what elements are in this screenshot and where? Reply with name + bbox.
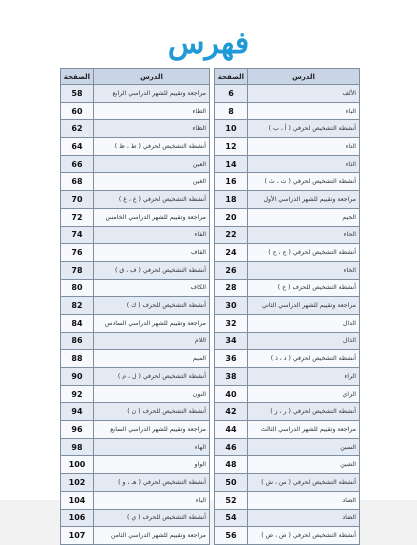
page-number-cell: 102 bbox=[61, 474, 94, 492]
page-number-cell: 6 bbox=[215, 85, 248, 103]
lesson-cell: أنشطة التشخيص للحرف ( ك ) bbox=[94, 297, 210, 315]
table-row bbox=[215, 491, 360, 509]
page-number-cell: 96 bbox=[61, 421, 94, 439]
lesson-cell: مراجعة وتقييم للشهر الدراسي الرابع bbox=[94, 85, 210, 103]
table-row bbox=[215, 191, 360, 209]
lesson-cell: مراجعة وتقييم للشهر الدراسي الثامن bbox=[94, 527, 210, 545]
table-row bbox=[215, 138, 360, 156]
table-row bbox=[61, 138, 210, 156]
lesson-cell: الصاد bbox=[248, 491, 360, 509]
lesson-cell: مراجعة وتقييم للشهر الدراسي الأول bbox=[248, 191, 360, 209]
table-row bbox=[61, 102, 210, 120]
table-row bbox=[215, 314, 360, 332]
page-number-cell: 32 bbox=[215, 314, 248, 332]
page-number-cell: 78 bbox=[61, 261, 94, 279]
table-row bbox=[61, 474, 210, 492]
page-number-cell: 80 bbox=[61, 279, 94, 297]
table-row bbox=[61, 368, 210, 386]
table-row bbox=[215, 456, 360, 474]
lesson-cell: مراجعة وتقييم للشهر الدراسي الثاني bbox=[248, 297, 360, 315]
table-row bbox=[61, 120, 210, 138]
lesson-cell: مراجعة وتقييم للشهر الدراسي السابع bbox=[94, 421, 210, 439]
page-number-cell: 98 bbox=[61, 438, 94, 456]
lesson-cell: الفاء bbox=[94, 226, 210, 244]
page-number-cell: 38 bbox=[215, 368, 248, 386]
lesson-cell: الظاء bbox=[94, 120, 210, 138]
table-header-row bbox=[215, 69, 360, 85]
table-row bbox=[215, 421, 360, 439]
table-row bbox=[61, 421, 210, 439]
table-row bbox=[215, 208, 360, 226]
table-row bbox=[215, 438, 360, 456]
lesson-cell: النون bbox=[94, 385, 210, 403]
table-row bbox=[61, 385, 210, 403]
page-number-cell: 8 bbox=[215, 102, 248, 120]
page-number-cell: 20 bbox=[215, 208, 248, 226]
table-row bbox=[215, 244, 360, 262]
table-row bbox=[61, 314, 210, 332]
page-number-cell: 66 bbox=[61, 155, 94, 173]
page-number-cell: 10 bbox=[215, 120, 248, 138]
page-number-cell: 56 bbox=[215, 527, 248, 545]
table-row bbox=[61, 438, 210, 456]
table-row bbox=[61, 527, 210, 545]
page-number-cell: 106 bbox=[61, 509, 94, 527]
lesson-cell: أنشطة التشخيص لحرفي ( ج ، ح ) bbox=[248, 244, 360, 262]
lesson-cell: مراجعة وتقييم للشهر الدراسي الخامس bbox=[94, 208, 210, 226]
lesson-cell: الدال bbox=[248, 314, 360, 332]
index-table-left bbox=[60, 68, 210, 545]
table-body-left bbox=[61, 85, 210, 545]
lesson-cell: الجيم bbox=[248, 208, 360, 226]
page-number-cell: 74 bbox=[61, 226, 94, 244]
page-number-cell: 58 bbox=[61, 85, 94, 103]
lesson-cell: السين bbox=[248, 438, 360, 456]
page-number-cell: 104 bbox=[61, 491, 94, 509]
page-title: فهرس bbox=[167, 26, 250, 61]
table-row bbox=[215, 155, 360, 173]
page-number-cell: 48 bbox=[215, 456, 248, 474]
lesson-cell: الراء bbox=[248, 368, 360, 386]
table-row bbox=[215, 297, 360, 315]
table-row bbox=[61, 191, 210, 209]
lesson-cell: الذال bbox=[248, 332, 360, 350]
page-number-cell: 107 bbox=[61, 527, 94, 545]
page-number-cell: 44 bbox=[215, 421, 248, 439]
column-header-page: الصفحة bbox=[215, 69, 248, 85]
index-table-right bbox=[214, 68, 360, 545]
lesson-cell: أنشطة التشخيص لحرفي ( ط ، ظ ) bbox=[94, 138, 210, 156]
table-row bbox=[215, 173, 360, 191]
table-row bbox=[215, 261, 360, 279]
lesson-cell: التاء bbox=[248, 138, 360, 156]
page-number-cell: 12 bbox=[215, 138, 248, 156]
page-number-cell: 30 bbox=[215, 297, 248, 315]
page-number-cell: 16 bbox=[215, 173, 248, 191]
table-row bbox=[61, 155, 210, 173]
page-number-cell: 28 bbox=[215, 279, 248, 297]
table-row bbox=[215, 385, 360, 403]
page-number-cell: 22 bbox=[215, 226, 248, 244]
lesson-cell: الحاء bbox=[248, 226, 360, 244]
lesson-cell: الخاء bbox=[248, 261, 360, 279]
lesson-cell: الزاي bbox=[248, 385, 360, 403]
page-number-cell: 70 bbox=[61, 191, 94, 209]
table-row bbox=[215, 509, 360, 527]
table-row bbox=[61, 261, 210, 279]
page-number-cell: 90 bbox=[61, 368, 94, 386]
page-number-cell: 34 bbox=[215, 332, 248, 350]
lesson-cell: الياء bbox=[94, 491, 210, 509]
lesson-cell: الواو bbox=[94, 456, 210, 474]
lesson-cell: العين bbox=[94, 155, 210, 173]
lesson-cell: أنشطة التشخيص لحرفي ( أ ، ب ) bbox=[248, 120, 360, 138]
table-row bbox=[215, 527, 360, 545]
page-number-cell: 42 bbox=[215, 403, 248, 421]
table-row bbox=[215, 226, 360, 244]
table-row bbox=[215, 279, 360, 297]
page-number-cell: 92 bbox=[61, 385, 94, 403]
page-number-cell: 84 bbox=[61, 314, 94, 332]
page-number-cell: 14 bbox=[215, 155, 248, 173]
page-number-cell: 60 bbox=[61, 102, 94, 120]
page-number-cell: 64 bbox=[61, 138, 94, 156]
lesson-cell: أنشطة التشخيص لحرفي ( ت ، ث ) bbox=[248, 173, 360, 191]
lesson-cell: الغين bbox=[94, 173, 210, 191]
lesson-cell: القاف bbox=[94, 244, 210, 262]
lesson-cell: أنشطة التشخيص لحرفي ( ر ، ز ) bbox=[248, 403, 360, 421]
lesson-cell: أنشطة التشخيص للحرف ( ن ) bbox=[94, 403, 210, 421]
lesson-cell: أنشطة التشخيص لحرفي ( ل ، م ) bbox=[94, 368, 210, 386]
page-number-cell: 76 bbox=[61, 244, 94, 262]
page-number-cell: 46 bbox=[215, 438, 248, 456]
page-number-cell: 68 bbox=[61, 173, 94, 191]
lesson-cell: الكاف bbox=[94, 279, 210, 297]
table-body-right bbox=[215, 85, 360, 545]
column-header-page: الصفحة bbox=[61, 69, 94, 85]
table-row bbox=[61, 279, 210, 297]
table-row bbox=[61, 491, 210, 509]
column-header-lesson: الدرس bbox=[248, 69, 360, 85]
page-number-cell: 50 bbox=[215, 474, 248, 492]
page-number-cell: 18 bbox=[215, 191, 248, 209]
lesson-cell: أنشطة التشخيص لحرفي ( ع ، غ ) bbox=[94, 191, 210, 209]
page-number-cell: 72 bbox=[61, 208, 94, 226]
table-header-row bbox=[61, 69, 210, 85]
lesson-cell: الميم bbox=[94, 350, 210, 368]
table-row bbox=[61, 350, 210, 368]
page-number-cell: 94 bbox=[61, 403, 94, 421]
table-row bbox=[215, 350, 360, 368]
table-row bbox=[61, 403, 210, 421]
lesson-cell: أنشطة التشخيص لحرفي ( د ، ذ ) bbox=[248, 350, 360, 368]
lesson-cell: أنشطة التشخيص لحرفي ( ف ، ق ) bbox=[94, 261, 210, 279]
lesson-cell: أنشطة التشخيص للحرف ( ي ) bbox=[94, 509, 210, 527]
table-row bbox=[61, 244, 210, 262]
table-row bbox=[215, 120, 360, 138]
column-header-lesson: الدرس bbox=[94, 69, 210, 85]
page-number-cell: 82 bbox=[61, 297, 94, 315]
page-number-cell: 24 bbox=[215, 244, 248, 262]
table-row bbox=[215, 332, 360, 350]
table-row bbox=[61, 226, 210, 244]
page-number-cell: 40 bbox=[215, 385, 248, 403]
lesson-cell: مراجعة وتقييم للشهر الدراسي السادس bbox=[94, 314, 210, 332]
lesson-cell: اللام bbox=[94, 332, 210, 350]
page-number-cell: 52 bbox=[215, 491, 248, 509]
table-row bbox=[61, 456, 210, 474]
page-number-cell: 100 bbox=[61, 456, 94, 474]
table-row bbox=[61, 208, 210, 226]
table-row bbox=[61, 85, 210, 103]
lesson-cell: الباء bbox=[248, 102, 360, 120]
page-number-cell: 36 bbox=[215, 350, 248, 368]
table-row bbox=[215, 368, 360, 386]
table-row bbox=[61, 509, 210, 527]
lesson-cell: الهاء bbox=[94, 438, 210, 456]
lesson-cell: الثاء bbox=[248, 155, 360, 173]
lesson-cell: مراجعة وتقييم للشهر الدراسي الثالث bbox=[248, 421, 360, 439]
table-row bbox=[215, 102, 360, 120]
lesson-cell: أنشطة التشخيص لحرفي ( ص ، ض ) bbox=[248, 527, 360, 545]
table-row bbox=[215, 474, 360, 492]
index-tables bbox=[60, 68, 360, 545]
lesson-cell: الضاد bbox=[248, 509, 360, 527]
lesson-cell: الألف bbox=[248, 85, 360, 103]
lesson-cell: أنشطة التشخيص لحرفي ( س ، ش ) bbox=[248, 474, 360, 492]
page-number-cell: 54 bbox=[215, 509, 248, 527]
lesson-cell: أنشطة التشخيص لحرفي ( هـ ، و ) bbox=[94, 474, 210, 492]
page-number-cell: 62 bbox=[61, 120, 94, 138]
table-row bbox=[61, 332, 210, 350]
page-number-cell: 86 bbox=[61, 332, 94, 350]
lesson-cell: الشين bbox=[248, 456, 360, 474]
table-row bbox=[215, 403, 360, 421]
page-number-cell: 26 bbox=[215, 261, 248, 279]
lesson-cell: أنشطة التشخيص للحرف ( خ ) bbox=[248, 279, 360, 297]
lesson-cell: الطاء bbox=[94, 102, 210, 120]
page-number-cell: 88 bbox=[61, 350, 94, 368]
table-row bbox=[215, 85, 360, 103]
table-row bbox=[61, 173, 210, 191]
table-row bbox=[61, 297, 210, 315]
